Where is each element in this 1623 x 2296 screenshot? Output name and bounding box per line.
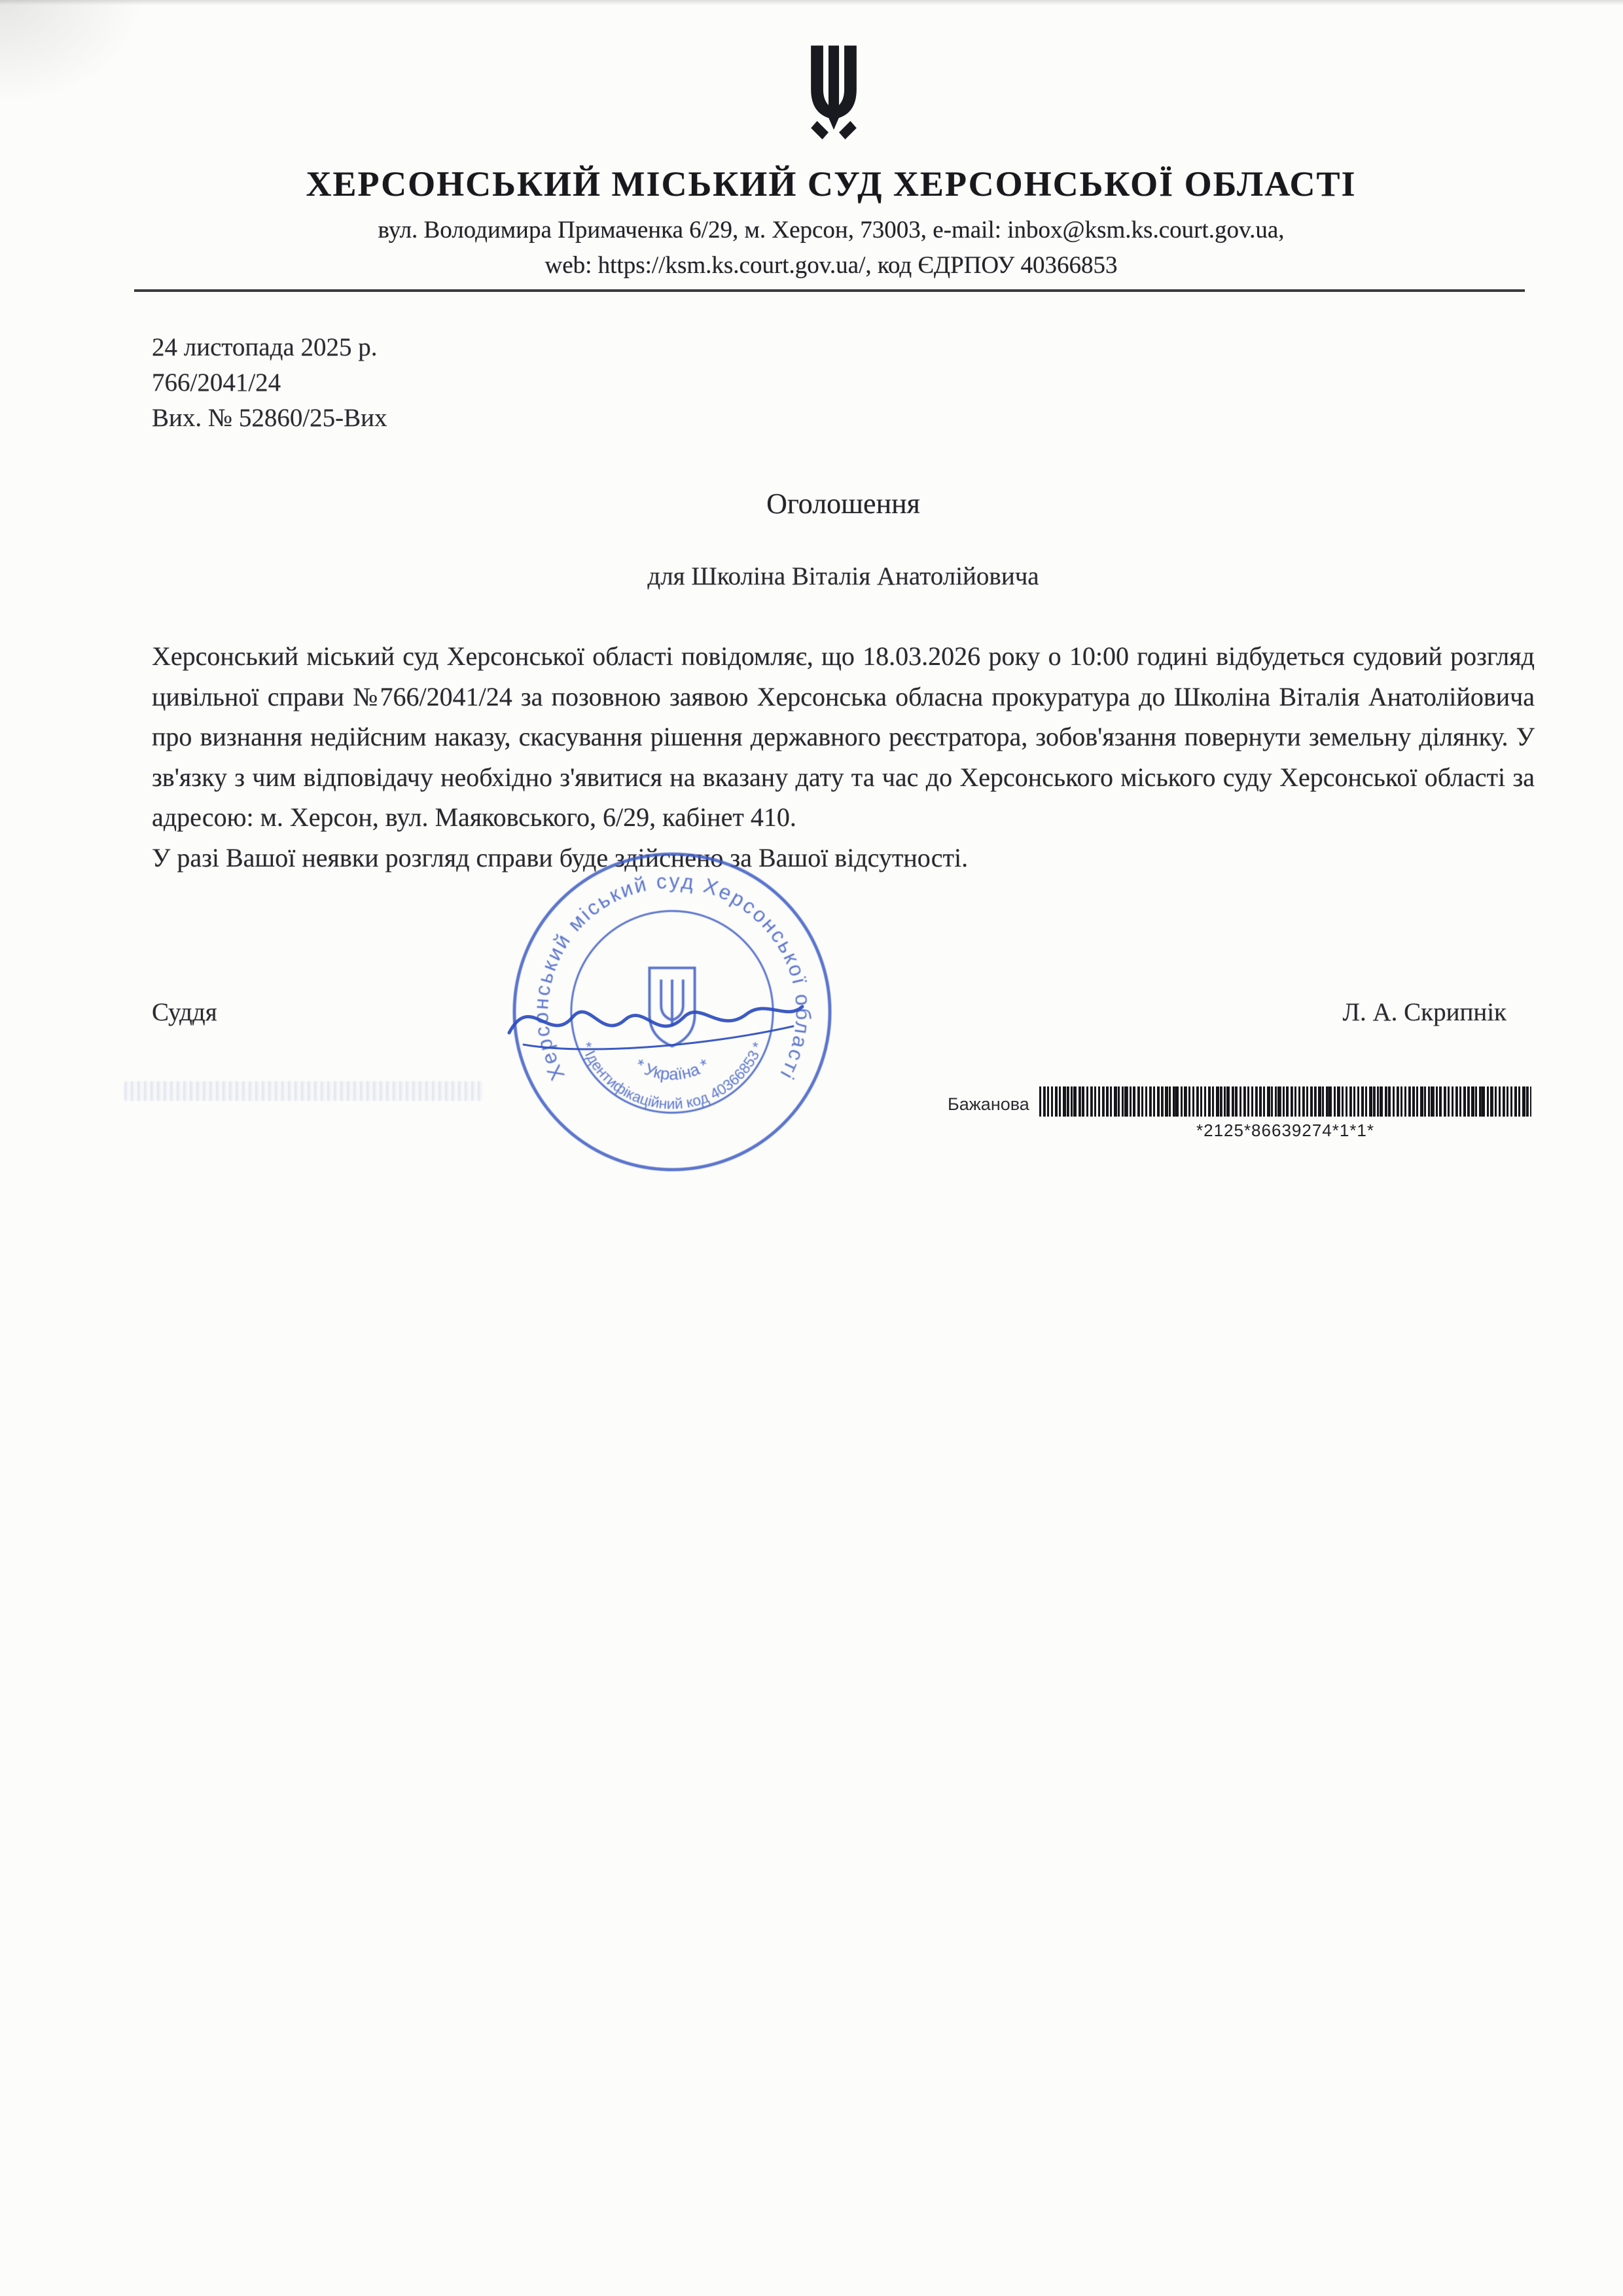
- header-address: вул. Володимира Примаченка 6/29, м. Херсон, 73003, e-mail: inbox@ksm.ks.court.gov.ua,: [378, 217, 1285, 243]
- stamp-registry-text: * Ідентифікаційний код 40366853 *: [577, 1039, 767, 1113]
- judge-name: Л. А. Скрипнік: [1342, 998, 1507, 1026]
- meta-date: 24 листопада 2025 р.: [152, 333, 378, 361]
- letter-body: [152, 636, 1535, 878]
- barcode-value: *2125*86639274*1*1*: [1196, 1121, 1375, 1140]
- scan-edge-artifact: [0, 0, 1623, 5]
- body-paragraph: Херсонський міський суд Херсонської області повідомляє, що 18.03.2026 року о 10:00 годині відбудеться судовий розгляд цивільної справи №766/2041/24 за позовною заявою Херсонська обласна прокуратура до Школіна Віталія Анатолійовича про визнання недійсним наказу, скасування рішення державного реєстратора, зобов'язання повернути земельну ділянку. У зв'язку з чим відповідачу необхідно з'явитися на вказану дату та час до Херсонського міського суду Херсонської області за адресою: м. Херсон, вул. Маяковського, 6/29, кабінет 410.: [152, 641, 1535, 832]
- stamp-outer-text: Херсонський міський суд Херсонської області: [529, 869, 815, 1085]
- meta-case-number: 766/2041/24: [152, 368, 281, 397]
- scan-noise-artifact: [124, 1081, 483, 1101]
- header-divider: [134, 289, 1525, 292]
- header-web: web: https://ksm.ks.court.gov.ua/, код ЄДРПОУ 40366853: [544, 252, 1118, 279]
- scan-corner-artifact: [0, 0, 144, 105]
- letter-meta: [152, 330, 387, 436]
- clerk-name: Бажанова: [948, 1094, 1029, 1114]
- announcement-addressee: для Школіна Віталія Анатолійовича: [647, 562, 1039, 590]
- signature-role-label: Суддя: [152, 998, 217, 1026]
- meta-outgoing-number: Вих. № 52860/25-Вих: [152, 404, 387, 432]
- ukraine-trident-icon: [790, 39, 878, 152]
- judge-signature-icon: [504, 980, 812, 1062]
- barcode: [1039, 1086, 1531, 1117]
- court-name: ХЕРСОНСЬКИЙ МІСЬКИЙ СУД ХЕРСОНСЬКОЇ ОБЛАСТІ: [306, 164, 1357, 204]
- body-closing: У разі Вашої неявки розгляд справи буде здійснено за Вашої відсутності.: [152, 842, 969, 872]
- stamp-country-text: * Україна *: [632, 1055, 713, 1084]
- announcement-title: Оголошення: [766, 488, 920, 520]
